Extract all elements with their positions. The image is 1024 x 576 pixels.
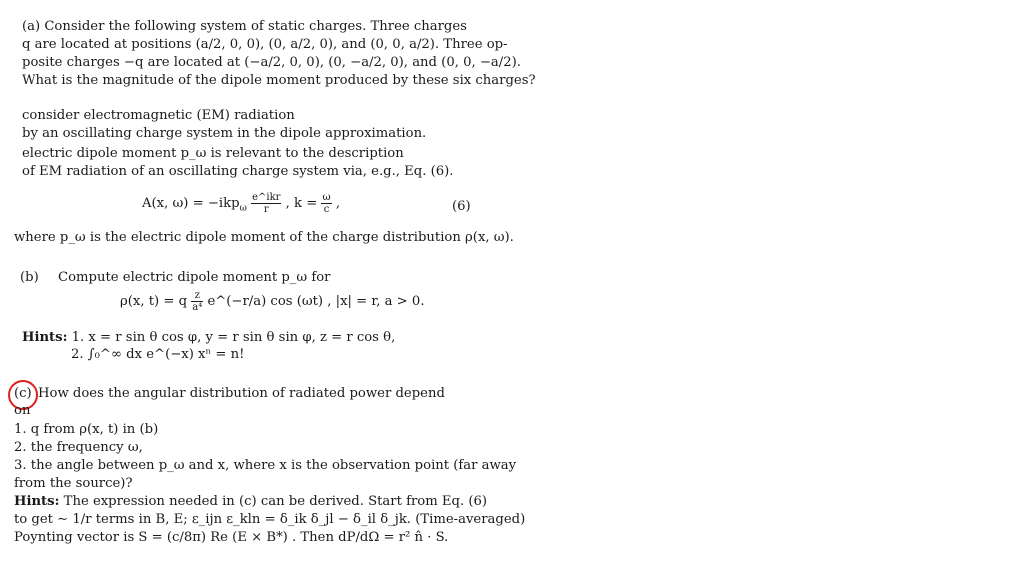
eq6-k-fraction — [321, 192, 331, 215]
part-a-line-4: What is the magnitude of the dipole moment produced by these six charges? — [22, 73, 536, 88]
part-c-item-2: 2. the frequency ω, — [14, 440, 143, 455]
part-c-hints — [14, 493, 487, 510]
part-b-hint-1: 1. x = r sin θ cos φ, y = r sin θ sin φ, z = r cos θ, — [71, 330, 396, 345]
intro-line-1: consider electromagnetic (EM) radiation — [22, 108, 295, 123]
part-c-line-1: How does the angular distribution of radiated power depend — [38, 386, 445, 401]
rho-equation — [120, 290, 425, 313]
part-c-hint-b: to get ∼ 1/r terms in B, E; ε_ijn ε_kln = δ_ik δ_jl − δ_il δ_jk. (Time-averaged) — [14, 512, 526, 527]
eq6-k-den: c — [323, 204, 330, 215]
rho-num: z — [191, 290, 203, 302]
part-a-line-2: q are located at positions (a/2, 0, 0), (0, a/2, 0), and (0, 0, a/2). Three op- — [22, 37, 508, 52]
eq6-frac-den: r — [263, 204, 269, 215]
eq6-k-num: ω — [322, 192, 331, 203]
part-c-line-2: on — [14, 403, 31, 418]
eq6-frac-num: e^ikr — [252, 192, 281, 203]
rho-lhs: ρ(x, t) = q — [120, 294, 188, 309]
eq6-mid: , k = — [285, 196, 318, 211]
part-b-label: (b) — [20, 270, 39, 285]
rho-fraction — [191, 290, 203, 313]
eq6-label: (6) — [452, 199, 471, 214]
where-line: where p_ω is the electric dipole moment of the charge distribution ρ(x, ω). — [14, 230, 514, 245]
part-c-label: (c) — [14, 386, 32, 401]
part-b-hints — [22, 329, 395, 346]
part-c-hints-label: Hints: — [14, 494, 60, 509]
part-b-text: Compute electric dipole moment p_ω for — [58, 270, 331, 285]
rho-den: a⁴ — [192, 302, 203, 313]
eq6-fraction — [251, 192, 281, 215]
eq6-lhs: A(x, ω) = −ikp — [142, 196, 240, 211]
part-c-item-3a: 3. the angle between p_ω and x, where x is the observation point (far away — [14, 458, 517, 473]
intro-line-3: electric dipole moment p_ω is relevant to the description — [22, 146, 404, 161]
part-c-hint-c: Poynting vector is S = (c/8π) Re (E × B*) . Then dP/dΩ = r² n̂ · S. — [14, 530, 449, 545]
eq6-tail: , — [335, 196, 341, 211]
part-b-hints-label: Hints: — [22, 330, 68, 345]
eq6-sub: ω — [239, 203, 247, 214]
part-c-item-3b: from the source)? — [14, 476, 133, 491]
part-c-hint-a: The expression needed in (c) can be derived. Start from Eq. (6) — [63, 494, 488, 509]
part-a-line-3: posite charges −q are located at (−a/2, 0, 0), (0, −a/2, 0), and (0, 0, −a/2). — [22, 55, 521, 70]
intro-line-2: by an oscillating charge system in the dipole approximation. — [22, 126, 427, 141]
part-a-line-1: (a) Consider the following system of static charges. Three charges — [22, 19, 467, 34]
rho-rest: e^(−r/a) cos (ωt) , |x| = r, a > 0. — [207, 294, 425, 309]
part-b-hint-2: 2. ∫₀^∞ dx e^(−x) xⁿ = n! — [71, 347, 245, 362]
equation-6 — [142, 192, 340, 215]
intro-line-4: of EM radiation of an oscillating charge system via, e.g., Eq. (6). — [22, 164, 454, 179]
part-c-item-1: 1. q from ρ(x, t) in (b) — [14, 422, 159, 437]
